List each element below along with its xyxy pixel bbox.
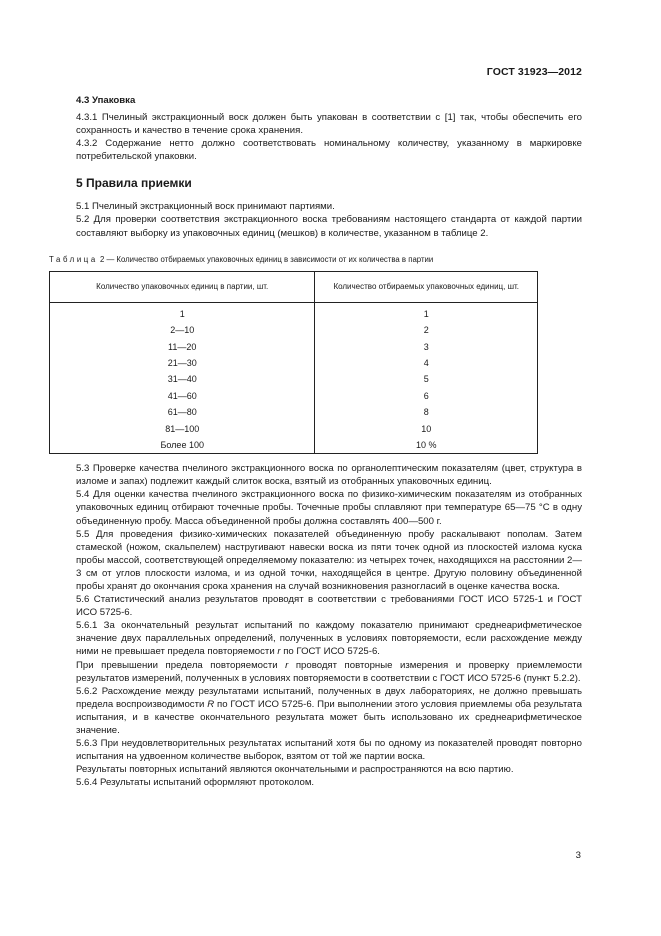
table-cell: 21—30 xyxy=(50,355,315,371)
paragraph-5-1: 5.1 Пчелиный экстракционный воск принимают партиями. xyxy=(76,201,335,213)
paragraph-5-6-4: 5.6.4 Результаты испытаний оформляют протоколом. xyxy=(76,777,315,789)
text-span: При превышении предела повторяемости xyxy=(76,659,286,671)
text-span: 5.6.1 За окончательный результат испытаний по каждому показателю принимают среднеарифметическое значение двух параллельных определений, полученных в условиях повторяемости, если расхождение между ними не превышает предела повторяемости xyxy=(76,620,582,658)
variable-R: R xyxy=(207,698,215,710)
page-number: 3 xyxy=(575,850,581,861)
table-cell: 4 xyxy=(315,355,538,371)
page-content xyxy=(49,94,583,790)
paragraph-5-6: 5.6 Статистический анализ результатов проводят в соответствии с требованиями ГОСТ ИСО 5725-1 и ГОСТ ИСО 5725-6. xyxy=(76,594,582,619)
table-cell: 10 % xyxy=(315,437,538,454)
table-cell: 2—10 xyxy=(50,322,315,338)
table-caption-text: 2 — Количество отбираемых упаковочных единиц в зависимости от их количества в партии xyxy=(99,254,434,264)
table-row xyxy=(50,371,538,387)
table-cell: 6 xyxy=(315,388,538,404)
table-cell: 1 xyxy=(50,302,315,322)
table-cell: 41—60 xyxy=(50,388,315,404)
sample-size-table xyxy=(49,271,538,455)
section-5-heading: 5 Правила приемки xyxy=(76,176,192,191)
paragraph-4-3-2: 4.3.2 Содержание нетто должно соответствовать номинальному количеству, указанному в маркировке потребительской упаковки. xyxy=(76,138,582,163)
table-cell: 1 xyxy=(315,302,538,322)
table-row xyxy=(50,437,538,454)
table-caption-label: Таблица xyxy=(49,254,98,264)
table-row xyxy=(50,404,538,420)
table-cell: 31—40 xyxy=(50,371,315,387)
table-cell: 61—80 xyxy=(50,404,315,420)
table-cell: 3 xyxy=(315,338,538,354)
table-cell: 8 xyxy=(315,404,538,420)
table-row xyxy=(50,388,538,404)
table-cell: 11—20 xyxy=(50,338,315,354)
text-span: по ГОСТ ИСО 5725-6. При выполнении этого условия приемлемы оба результата испытания, и в качестве окончательного результата может быть использовано их среднеарифметическое значение. xyxy=(76,698,582,737)
paragraph-4-3-1: 4.3.1 Пчелиный экстракционный воск должен быть упакован в соответствии с [1] так, чтобы обеспечить его сохранность и качество в течение срока хранения. xyxy=(76,112,582,137)
table-cell: 2 xyxy=(315,322,538,338)
table-caption xyxy=(49,254,582,265)
paragraph-5-6-1-continued xyxy=(76,659,582,685)
paragraph-5-4: 5.4 Для оценки качества пчелиного экстракционного воска по физико-химическим показателям из отобранных упаковочных единиц отбирают точечные пробы. Точечные пробы сплавляют при температуре 65—75 °С в одну объединенную пробу. Масса объединенной пробы должна составлять 400—500 г. xyxy=(76,489,582,527)
paragraph-5-6-2 xyxy=(76,685,582,737)
table-cell: 5 xyxy=(315,371,538,387)
paragraph-5-6-3: 5.6.3 При неудовлетворительных результатах испытаний хотя бы по одному из показателей проводят повторно испытания на удвоенном количестве выборок, взятом от той же партии воска. xyxy=(76,738,582,763)
variable-r: r xyxy=(277,646,281,658)
text-span: по ГОСТ ИСО 5725-6. xyxy=(280,646,380,658)
paragraph-5-6-1 xyxy=(76,619,582,658)
standard-code: ГОСТ 31923—2012 xyxy=(486,66,582,78)
paragraph-5-6-3-continued: Результаты повторных испытаний являются окончательными и распространяются на всю партию. xyxy=(76,764,514,776)
table-cell: 10 xyxy=(315,420,538,436)
paragraph-5-3: 5.3 Проверке качества пчелиного экстракционного воска по органолептическим показателям (цвет, структура в изломе и запах) подлежит каждый слиток воска, взятый из отобранных упаковочных единиц. xyxy=(76,463,582,488)
table-header-cell: Количество отбираемых упаковочных единиц, шт. xyxy=(315,271,538,302)
table-row xyxy=(50,355,538,371)
text-span: проводят повторные измерения и проверку приемлемости результатов измерений, полученных в условиях повторяемости в соответствии с ГОСТ ИСО 5725-6 (пункт 5.2.2). xyxy=(76,659,583,684)
text-span: 5.6.2 Расхождение между результатами испытаний, полученных в двух лабораториях, не должно превышать предела воспроизводимости xyxy=(76,685,582,710)
table-row xyxy=(50,302,538,322)
table-cell: 81—100 xyxy=(50,420,315,436)
section-4-3-heading: 4.3 Упаковка xyxy=(76,95,136,106)
paragraph-5-5: 5.5 Для проведения физико-химических показателей объединенную пробу раскалывают пополам. Затем стамеской (ножом, скальпелем) настругивают навески воска из пяти точек одной из плоскостей излома куска пробы массой, соответствующей определяемому показателю: из четырех точек, находящихся на расстоянии 2—3 см от углов плоскости излома, и из одной точки, находящейся в центре. Другую половину объединенной пробы хранят до окончания срока хранения на случай возникновения разногласий в оценке качества воска. xyxy=(76,528,582,593)
paragraph-5-2: 5.2 Для проверки соответствия экстракционного воска требованиям настоящего стандарта от каждой партии составляют выборку из упаковочных единиц (мешков) в количестве, указанном в таблице 2. xyxy=(76,214,582,239)
table-row xyxy=(50,420,538,436)
table-header-cell: Количество упаковочных единиц в партии, шт. xyxy=(50,271,315,302)
variable-r: r xyxy=(285,659,289,671)
table-header-row xyxy=(50,271,538,302)
table-row xyxy=(50,322,538,338)
table-row xyxy=(50,338,538,354)
table-cell: Более 100 xyxy=(50,437,315,454)
